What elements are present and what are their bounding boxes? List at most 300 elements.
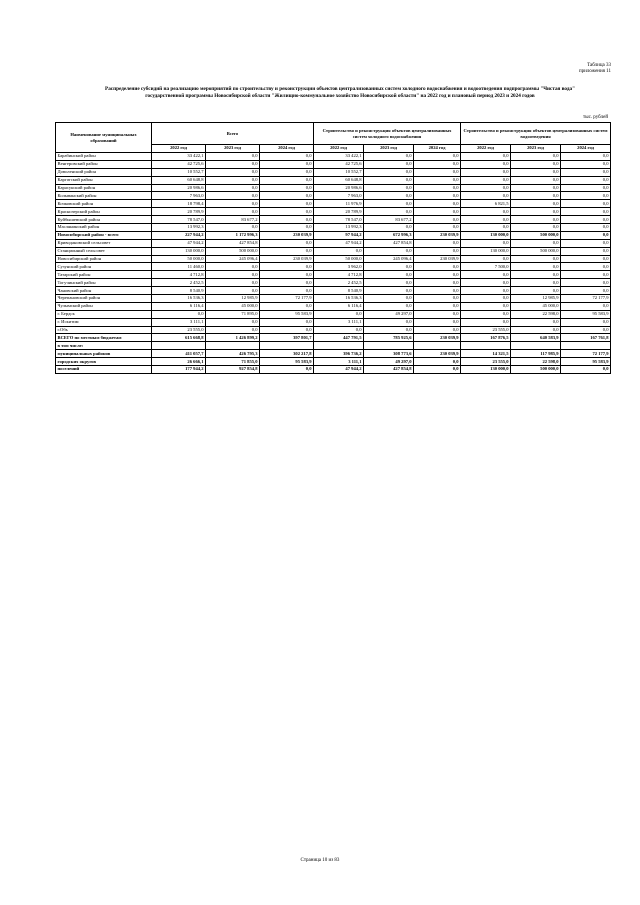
units-label: тыс. рублей — [583, 115, 608, 120]
value-cell: 0,0 — [414, 239, 461, 247]
value-cell: 500 000,0 — [511, 247, 561, 255]
municipality-name: поселений — [56, 366, 152, 374]
value-cell: 3 111,1 — [152, 318, 206, 326]
value-cell: 0,0 — [364, 224, 414, 232]
value-cell: 0,0 — [364, 279, 414, 287]
value-cell: 0,0 — [414, 192, 461, 200]
value-cell: 71 855,0 — [206, 358, 260, 366]
value-cell: 0,0 — [561, 200, 611, 208]
value-cell: 0,0 — [314, 326, 364, 334]
value-cell: 0,0 — [461, 271, 511, 279]
value-cell: 50 000,0 — [314, 255, 364, 263]
value-cell: 245 096,4 — [206, 255, 260, 263]
value-cell: 0,0 — [364, 192, 414, 200]
value-cell: 7 963,0 — [314, 192, 364, 200]
value-cell: 0,0 — [561, 366, 611, 374]
value-cell: 0,0 — [364, 153, 414, 161]
value-cell: 33 422,1 — [314, 153, 364, 161]
value-cell: 0,0 — [260, 247, 314, 255]
municipality-name: Карасукский район — [56, 184, 152, 192]
value-cell: 0,0 — [414, 224, 461, 232]
municipality-name: Краснозерский район — [56, 208, 152, 216]
value-cell: 0,0 — [461, 192, 511, 200]
column-group-sewerage: Строительство и реконструкция объектов централизованных систем водоотведения — [461, 123, 611, 145]
value-cell: 0,0 — [561, 271, 611, 279]
table-row — [56, 342, 611, 350]
table-row — [56, 287, 611, 295]
value-cell: 0,0 — [461, 302, 511, 310]
value-cell: 26 666,1 — [152, 358, 206, 366]
value-cell: 0,0 — [561, 239, 611, 247]
value-cell: 130 000,0 — [152, 247, 206, 255]
value-cell: 0,0 — [260, 208, 314, 216]
value-cell: 0,0 — [260, 318, 314, 326]
municipality-name: в том числе: — [56, 342, 152, 350]
value-cell: 0,0 — [260, 366, 314, 374]
column-group-total: Всего — [152, 123, 314, 145]
value-cell: 11 976,9 — [314, 200, 364, 208]
value-cell: 8 540,9 — [152, 287, 206, 295]
value-cell: 0,0 — [414, 366, 461, 374]
value-cell: 0,0 — [206, 279, 260, 287]
value-cell: 0,0 — [314, 247, 364, 255]
value-cell: 14 321,5 — [461, 350, 511, 358]
value-cell — [314, 342, 364, 350]
table-label — [579, 63, 611, 75]
value-cell: 0,0 — [364, 200, 414, 208]
value-cell: 2 452,5 — [152, 279, 206, 287]
table-row — [56, 271, 611, 279]
value-cell — [206, 342, 260, 350]
value-cell — [461, 342, 511, 350]
value-cell: 396 736,2 — [314, 350, 364, 358]
municipality-name: Новосибирский район — [56, 255, 152, 263]
municipality-name: Новосибирский район - всего — [56, 231, 152, 239]
value-cell: 0,0 — [561, 247, 611, 255]
value-cell: 0,0 — [561, 160, 611, 168]
value-cell: 49 297,0 — [364, 310, 414, 318]
value-cell: 0,0 — [260, 224, 314, 232]
table-row — [56, 334, 611, 342]
value-cell: 42 725,6 — [152, 160, 206, 168]
value-cell: 0,0 — [561, 216, 611, 224]
value-cell: 13 992,3 — [314, 224, 364, 232]
value-cell: 0,0 — [206, 318, 260, 326]
value-cell: 0,0 — [561, 192, 611, 200]
value-cell: 0,0 — [206, 184, 260, 192]
municipality-name: г. Бердск — [56, 310, 152, 318]
value-cell: 0,0 — [561, 302, 611, 310]
value-cell: 20 986,6 — [314, 184, 364, 192]
value-cell: 0,0 — [561, 326, 611, 334]
value-cell: 42 725,6 — [314, 160, 364, 168]
value-cell: 0,0 — [206, 208, 260, 216]
value-cell: 0,0 — [364, 168, 414, 176]
value-cell: 672 996,3 — [364, 231, 414, 239]
value-cell: 0,0 — [461, 239, 511, 247]
value-cell: 0,0 — [414, 160, 461, 168]
municipality-name: г. Искитим — [56, 318, 152, 326]
value-cell: 411 057,7 — [152, 350, 206, 358]
value-cell: 0,0 — [260, 279, 314, 287]
value-cell: 0,0 — [461, 168, 511, 176]
year-header: 2023 год — [364, 145, 414, 153]
value-cell: 0,0 — [414, 287, 461, 295]
value-cell: 0,0 — [461, 279, 511, 287]
title-line-2: государственной программы Новосибирской области "Жилищно-коммунальное хозяйство Новосибирской области" на 2022 год и плановый период 2023 и 2024 годов — [145, 93, 535, 99]
value-cell: 0,0 — [561, 184, 611, 192]
value-cell: 78 547,0 — [152, 216, 206, 224]
value-cell: 0,0 — [414, 302, 461, 310]
value-cell: 0,0 — [414, 310, 461, 318]
value-cell: 0,0 — [314, 310, 364, 318]
value-cell: 60 648,8 — [152, 176, 206, 184]
municipality-name: Криводановский сельсовет — [56, 239, 152, 247]
value-cell: 500 000,0 — [206, 247, 260, 255]
value-cell: 0,0 — [511, 326, 561, 334]
value-cell: 500 000,0 — [511, 231, 561, 239]
value-cell: 0,0 — [511, 318, 561, 326]
value-cell: 0,0 — [414, 200, 461, 208]
value-cell: 0,0 — [206, 176, 260, 184]
value-cell: 0,0 — [260, 168, 314, 176]
document-title — [60, 86, 620, 100]
value-cell: 245 096,4 — [364, 255, 414, 263]
table-row — [56, 279, 611, 287]
value-cell: 0,0 — [561, 279, 611, 287]
table-row — [56, 176, 611, 184]
value-cell: 0,0 — [364, 184, 414, 192]
value-cell: 0,0 — [260, 160, 314, 168]
table-row — [56, 358, 611, 366]
table-row — [56, 153, 611, 161]
value-cell: 230 039,9 — [414, 350, 461, 358]
value-cell: 0,0 — [364, 318, 414, 326]
value-cell: 0,0 — [511, 192, 561, 200]
value-cell: 20 789,9 — [314, 208, 364, 216]
municipality-name: городских округов — [56, 358, 152, 366]
value-cell: 4 712,8 — [314, 271, 364, 279]
value-cell: 20 789,9 — [152, 208, 206, 216]
table-row — [56, 310, 611, 318]
value-cell: 0,0 — [414, 153, 461, 161]
value-cell: 0,0 — [260, 326, 314, 334]
value-cell: 47 944,2 — [314, 366, 364, 374]
table-number: Таблица 33 — [587, 63, 611, 68]
value-cell: 7 963,0 — [152, 192, 206, 200]
municipality-name: Кочковский район — [56, 200, 152, 208]
value-cell: 0,0 — [461, 295, 511, 303]
year-header: 2023 год — [206, 145, 260, 153]
value-cell: 0,0 — [561, 224, 611, 232]
value-cell: 0,0 — [414, 184, 461, 192]
table-row — [56, 295, 611, 303]
table-row — [56, 239, 611, 247]
table-row — [56, 231, 611, 239]
value-cell: 0,0 — [461, 318, 511, 326]
municipality-name: Чулымский район — [56, 302, 152, 310]
table-body — [56, 153, 611, 374]
value-cell: 0,0 — [461, 310, 511, 318]
value-cell: 397 801,7 — [260, 334, 314, 342]
municipality-name: Татарский район — [56, 271, 152, 279]
municipality-name: Черепановский район — [56, 295, 152, 303]
value-cell: 33 422,1 — [152, 153, 206, 161]
value-cell: 426 795,3 — [206, 350, 260, 358]
value-cell: 8 540,9 — [314, 287, 364, 295]
value-cell: 60 648,8 — [314, 176, 364, 184]
value-cell: 0,0 — [206, 192, 260, 200]
subsidy-table — [55, 122, 611, 374]
value-cell: 45 000,0 — [511, 302, 561, 310]
table-row — [56, 302, 611, 310]
value-cell: 0,0 — [561, 263, 611, 271]
value-cell: 95 583,9 — [260, 310, 314, 318]
value-cell: 12 985,9 — [206, 295, 260, 303]
table-row — [56, 216, 611, 224]
value-cell: 230 039,9 — [260, 255, 314, 263]
value-cell: 0,0 — [414, 318, 461, 326]
value-cell: 427 854,8 — [364, 239, 414, 247]
value-cell: 230 039,9 — [414, 231, 461, 239]
value-cell: 0,0 — [206, 263, 260, 271]
value-cell: 0,0 — [461, 224, 511, 232]
municipality-name: Станционный сельсовет — [56, 247, 152, 255]
value-cell: 227 944,2 — [152, 231, 206, 239]
table-row — [56, 350, 611, 358]
value-cell: 0,0 — [461, 153, 511, 161]
value-cell: 49 297,0 — [364, 358, 414, 366]
value-cell: 0,0 — [260, 263, 314, 271]
value-cell: 230 039,9 — [414, 334, 461, 342]
value-cell: 12 985,9 — [511, 295, 561, 303]
value-cell: 83 677,2 — [364, 216, 414, 224]
table-row — [56, 160, 611, 168]
value-cell: 0,0 — [364, 326, 414, 334]
table-row — [56, 255, 611, 263]
value-cell — [364, 342, 414, 350]
municipality-name: Куйбышевский район — [56, 216, 152, 224]
municipality-name: Маслянинский район — [56, 224, 152, 232]
year-header: 2024 год — [260, 145, 314, 153]
value-cell: 97 944,2 — [314, 231, 364, 239]
value-cell: 0,0 — [260, 302, 314, 310]
value-cell: 0,0 — [364, 271, 414, 279]
value-cell: 0,0 — [364, 287, 414, 295]
year-header: 2022 год — [152, 145, 206, 153]
value-cell: 0,0 — [414, 326, 461, 334]
value-cell: 447 791,5 — [314, 334, 364, 342]
value-cell: 0,0 — [511, 279, 561, 287]
value-cell: 1 172 996,3 — [206, 231, 260, 239]
value-cell: 117 985,9 — [511, 350, 561, 358]
value-cell: 427 854,8 — [364, 366, 414, 374]
value-cell: 2 452,5 — [314, 279, 364, 287]
value-cell — [561, 342, 611, 350]
value-cell: 72 177,9 — [561, 350, 611, 358]
column-header-name: Наименование муниципальных образований — [56, 123, 152, 153]
year-header: 2024 год — [414, 145, 461, 153]
value-cell: 20 986,6 — [152, 184, 206, 192]
value-cell: 72 177,9 — [561, 295, 611, 303]
value-cell: 785 925,6 — [364, 334, 414, 342]
value-cell: 308 773,6 — [364, 350, 414, 358]
value-cell: 6 116,4 — [152, 302, 206, 310]
municipality-name: Каргатский район — [56, 176, 152, 184]
value-cell: 0,0 — [461, 216, 511, 224]
table-row — [56, 263, 611, 271]
value-cell: 0,0 — [206, 326, 260, 334]
table-row — [56, 326, 611, 334]
municipality-name: Колыванский район — [56, 192, 152, 200]
value-cell: 0,0 — [152, 310, 206, 318]
value-cell: 0,0 — [414, 279, 461, 287]
page-footer: Страница 10 из 83 — [300, 858, 340, 863]
value-cell: 0,0 — [206, 153, 260, 161]
value-cell: 0,0 — [511, 168, 561, 176]
value-cell: 0,0 — [260, 239, 314, 247]
value-cell: 72 177,9 — [260, 295, 314, 303]
value-cell: 1 426 899,2 — [206, 334, 260, 342]
value-cell: 22 598,0 — [511, 310, 561, 318]
year-header: 2022 год — [314, 145, 364, 153]
value-cell: 230 039,9 — [414, 255, 461, 263]
value-cell: 0,0 — [260, 184, 314, 192]
value-cell: 0,0 — [561, 231, 611, 239]
value-cell: 83 677,2 — [206, 216, 260, 224]
title-line-1: Распределение субсидий на реализацию мероприятий по строительству и реконструкции объектов централизованных систем холодного водоснабжения и водоотведения подпрограммы "Чистая вода" — [105, 86, 575, 92]
value-cell — [260, 342, 314, 350]
year-header: 2023 год — [511, 145, 561, 153]
value-cell: 0,0 — [511, 160, 561, 168]
value-cell: 0,0 — [206, 271, 260, 279]
value-cell: 167 761,8 — [561, 334, 611, 342]
municipality-name: Барабинский район — [56, 153, 152, 161]
value-cell: 0,0 — [511, 271, 561, 279]
value-cell: 130 000,0 — [461, 366, 511, 374]
value-cell: 71 895,0 — [206, 310, 260, 318]
value-cell: 0,0 — [414, 263, 461, 271]
municipality-name: Тогучинский район — [56, 279, 152, 287]
value-cell: 0,0 — [561, 176, 611, 184]
value-cell: 23 555,0 — [152, 326, 206, 334]
value-cell: 22 598,0 — [511, 358, 561, 366]
value-cell: 0,0 — [561, 255, 611, 263]
value-cell: 0,0 — [206, 224, 260, 232]
value-cell: 0,0 — [206, 287, 260, 295]
value-cell: 0,0 — [364, 176, 414, 184]
value-cell: 95 583,9 — [561, 310, 611, 318]
table-row — [56, 208, 611, 216]
value-cell: 177 944,2 — [152, 366, 206, 374]
table-row — [56, 192, 611, 200]
value-cell: 130 000,0 — [461, 231, 511, 239]
value-cell: 0,0 — [461, 287, 511, 295]
municipality-name: Чановский район — [56, 287, 152, 295]
value-cell: 0,0 — [364, 208, 414, 216]
value-cell: 0,0 — [511, 200, 561, 208]
value-cell: 0,0 — [414, 271, 461, 279]
value-cell: 50 000,0 — [152, 255, 206, 263]
value-cell: 0,0 — [414, 208, 461, 216]
value-cell: 3 111,1 — [314, 358, 364, 366]
value-cell: 0,0 — [364, 302, 414, 310]
table-row — [56, 184, 611, 192]
value-cell: 0,0 — [461, 176, 511, 184]
value-cell: 10 552,7 — [314, 168, 364, 176]
value-cell: 0,0 — [364, 160, 414, 168]
value-cell: 0,0 — [511, 239, 561, 247]
value-cell: 6 116,4 — [314, 302, 364, 310]
value-cell: 11 460,0 — [152, 263, 206, 271]
value-cell: 0,0 — [260, 271, 314, 279]
value-cell: 6 821,5 — [461, 200, 511, 208]
appendix-number: приложения 11 — [578, 69, 611, 74]
value-cell: 95 583,9 — [260, 358, 314, 366]
year-header: 2022 год — [461, 145, 511, 153]
value-cell: 230 039,9 — [260, 231, 314, 239]
value-cell: 427 854,8 — [206, 239, 260, 247]
value-cell: 0,0 — [511, 255, 561, 263]
value-cell: 0,0 — [561, 287, 611, 295]
value-cell: 0,0 — [260, 192, 314, 200]
value-cell: 640 583,9 — [511, 334, 561, 342]
value-cell: 0,0 — [260, 176, 314, 184]
table-row — [56, 318, 611, 326]
table-row — [56, 200, 611, 208]
value-cell: 0,0 — [414, 216, 461, 224]
value-cell: 0,0 — [461, 255, 511, 263]
value-cell: 78 547,0 — [314, 216, 364, 224]
value-cell — [152, 342, 206, 350]
value-cell: 0,0 — [561, 153, 611, 161]
value-cell: 0,0 — [364, 263, 414, 271]
municipality-name: Доволенский район — [56, 168, 152, 176]
value-cell: 500 000,0 — [511, 366, 561, 374]
value-cell: 0,0 — [511, 287, 561, 295]
value-cell: 0,0 — [414, 358, 461, 366]
municipality-name: ВСЕГО по местным бюджетам — [56, 334, 152, 342]
value-cell: 23 555,0 — [461, 358, 511, 366]
value-cell: 0,0 — [260, 153, 314, 161]
value-cell: 0,0 — [260, 287, 314, 295]
value-cell: 0,0 — [461, 184, 511, 192]
value-cell: 0,0 — [561, 318, 611, 326]
value-cell: 0,0 — [260, 200, 314, 208]
value-cell: 0,0 — [414, 176, 461, 184]
value-cell: 95 583,9 — [561, 358, 611, 366]
value-cell: 0,0 — [414, 168, 461, 176]
value-cell: 0,0 — [511, 263, 561, 271]
value-cell: 7 500,0 — [461, 263, 511, 271]
value-cell: 927 854,8 — [206, 366, 260, 374]
value-cell: 0,0 — [511, 224, 561, 232]
value-cell: 0,0 — [206, 160, 260, 168]
value-cell: 0,0 — [511, 216, 561, 224]
value-cell: 0,0 — [561, 168, 611, 176]
value-cell: 0,0 — [414, 295, 461, 303]
value-cell: 0,0 — [364, 295, 414, 303]
value-cell: 130 000,0 — [461, 247, 511, 255]
table-row — [56, 224, 611, 232]
value-cell: 47 944,2 — [152, 239, 206, 247]
value-cell: 18 798,4 — [152, 200, 206, 208]
value-cell: 0,0 — [461, 160, 511, 168]
value-cell: 0,0 — [511, 153, 561, 161]
value-cell — [414, 342, 461, 350]
value-cell: 302 217,8 — [260, 350, 314, 358]
table-row — [56, 168, 611, 176]
